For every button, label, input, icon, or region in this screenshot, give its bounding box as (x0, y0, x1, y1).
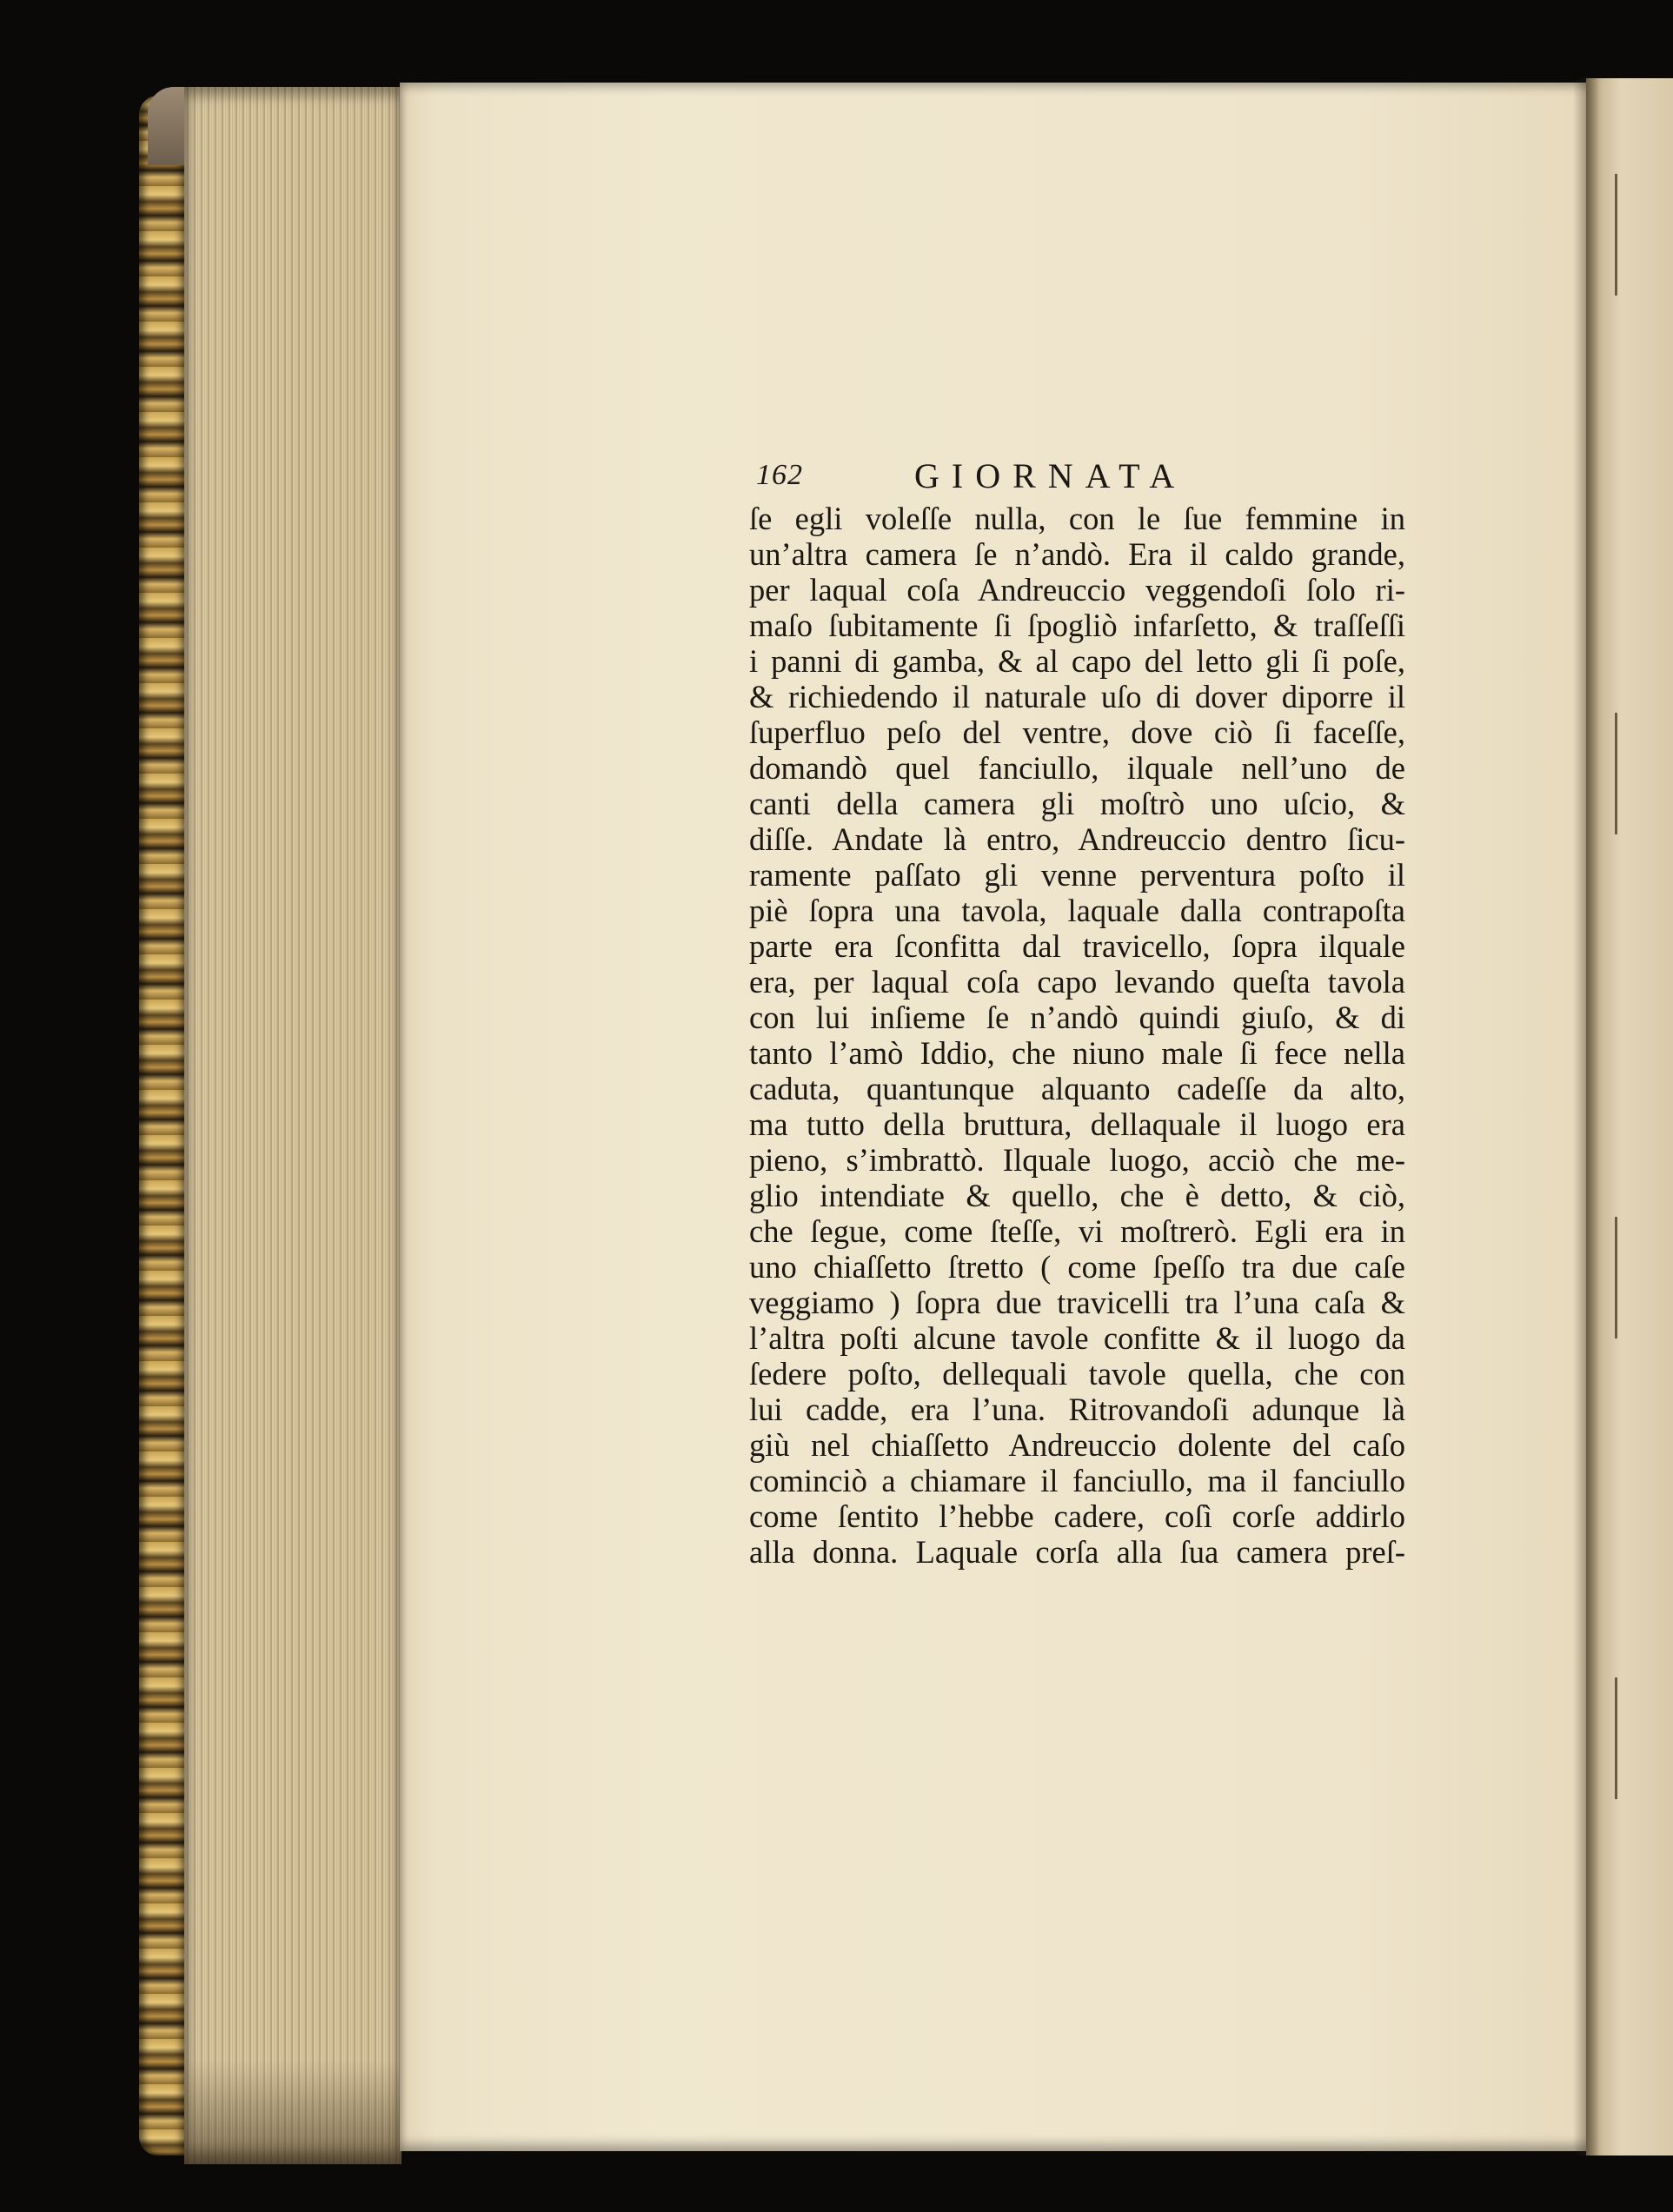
text-line: cominciò a chiamare il fanciullo, ma il fanciullo (749, 1463, 1405, 1498)
text-line: giù nel chiaſſetto Andreuccio dolente del caſo (749, 1427, 1405, 1463)
text-line: con lui inſieme ſe n’andò quindi giuſo, & di (749, 1000, 1405, 1035)
text-line: tanto l’amò Iddio, che niuno male ſi fece nella (749, 1035, 1405, 1071)
text-line: un’altra camera ſe n’andò. Era il caldo grande, (749, 536, 1405, 572)
text-line: l’altra poſti alcune tavole confitte & il luogo da (749, 1320, 1405, 1356)
text-line: ſuperfluo peſo del ventre, dove ciò ſi faceſſe, (749, 714, 1405, 750)
text-line: domandò quel fanciullo, ilquale nell’uno de (749, 750, 1405, 786)
text-line: veggiamo ) ſopra due travicelli tra l’una caſa & (749, 1285, 1405, 1320)
facing-page-edge (1586, 78, 1673, 2156)
text-line: canti della camera gli moſtrò uno uſcio, & (749, 786, 1405, 821)
running-head (749, 450, 1410, 499)
text-line: alla donna. Laquale corſa alla ſua camera preſ- (749, 1534, 1405, 1570)
text-line: uno chiaſſetto ſtretto ( come ſpeſſo tra due caſe (749, 1249, 1405, 1285)
text-line: piè ſopra una tavola, laquale dalla contrapoſta (749, 893, 1405, 928)
page-edges-left (184, 87, 402, 2164)
text-line: parte era ſconfitta dal travicello, ſopra ilquale (749, 928, 1405, 964)
body-text (749, 501, 1410, 1570)
text-line: i panni di gamba, & al capo del letto gli ſi poſe, (749, 643, 1405, 679)
running-head-title: GIORNATA (914, 456, 1187, 495)
text-line: maſo ſubitamente ſi ſpogliò infarſetto, & traſſeſſi (749, 608, 1405, 643)
binding-stitch (1615, 1217, 1617, 1338)
text-line: caduta, quantunque alquanto cadeſſe da alto, (749, 1071, 1405, 1106)
text-line: diſſe. Andate là entro, Andreuccio dentro ſicu- (749, 821, 1405, 857)
page-number: 162 (756, 459, 803, 491)
text-line: per laqual coſa Andreuccio veggendoſi ſolo ri- (749, 572, 1405, 608)
text-line: ſe egli voleſſe nulla, con le ſue femmine in (749, 501, 1405, 536)
text-line: che ſegue, come ſteſſe, vi moſtrerò. Egli era in (749, 1213, 1405, 1249)
text-line: era, per laqual coſa capo levando queſta tavola (749, 964, 1405, 1000)
text-line: ma tutto della bruttura, dellaquale il luogo era (749, 1106, 1405, 1142)
text-line: ſedere poſto, dellequali tavole quella, che con (749, 1356, 1405, 1392)
text-line: glio intendiate & quello, che è detto, & ciò, (749, 1178, 1405, 1213)
text-line: & richiedendo il naturale uſo di dover diporre il (749, 679, 1405, 714)
binding-stitch (1615, 1677, 1617, 1799)
text-line: ramente paſſato gli venne perventura poſto il (749, 857, 1405, 893)
binding-stitch (1615, 174, 1617, 296)
text-line: come ſentito l’hebbe cadere, coſì corſe addirlo (749, 1498, 1405, 1534)
binding-stitch (1615, 713, 1617, 834)
text-block (749, 450, 1410, 1570)
text-line: lui cadde, era l’una. Ritrovandoſi adunque là (749, 1392, 1405, 1427)
gutter-shadow (1573, 78, 1599, 2156)
gilt-spine (139, 96, 187, 2156)
text-line: pieno, s’imbrattò. Ilquale luogo, acciò che me- (749, 1142, 1405, 1178)
